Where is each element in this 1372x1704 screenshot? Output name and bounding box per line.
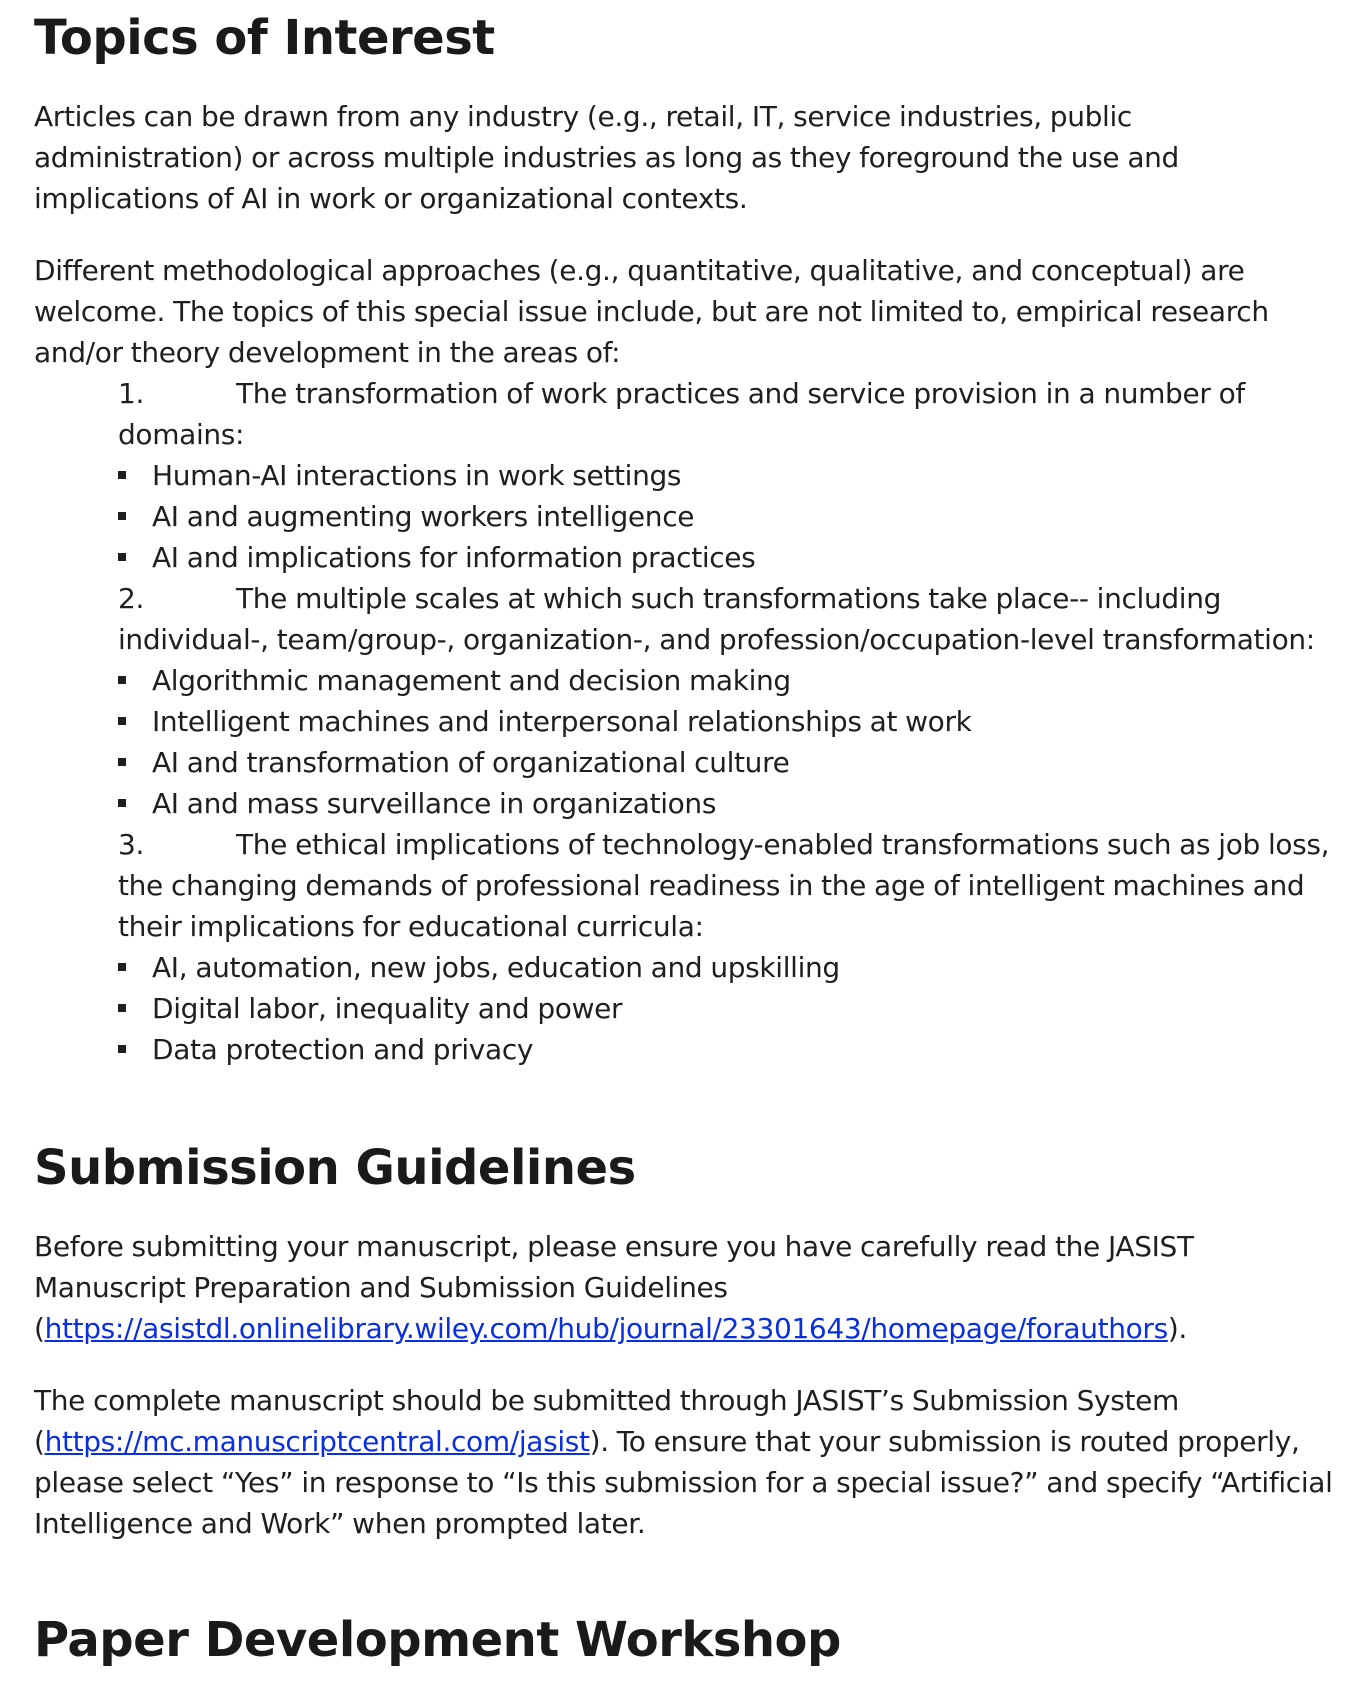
topic-number: 3. xyxy=(118,828,145,861)
list-item: Data protection and privacy xyxy=(118,1029,1344,1070)
list-item: AI and implications for information practices xyxy=(118,537,1344,578)
document-page xyxy=(0,10,1344,1668)
square-bullet-icon xyxy=(118,512,126,520)
topic-item-1 xyxy=(118,373,1344,455)
author-guidelines-link[interactable]: https://asistdl.onlinelibrary.wiley.com/hub/journal/23301643/homepage/forauthors xyxy=(44,1312,1168,1345)
list-item: AI and transformation of organizational culture xyxy=(118,742,1344,783)
workshop-heading: Paper Development Workshop xyxy=(34,1612,841,1668)
topic-number: 1. xyxy=(118,377,145,410)
square-bullet-icon xyxy=(118,676,126,684)
list-item: AI and mass surveillance in organizations xyxy=(118,783,1344,824)
list-item: Intelligent machines and interpersonal relationships at work xyxy=(118,701,1344,742)
topic-item-3 xyxy=(118,824,1344,947)
square-bullet-icon xyxy=(118,1045,126,1053)
topic-1-subitems xyxy=(34,455,1344,578)
topics-heading: Topics of Interest xyxy=(34,10,495,66)
topic-3-subitems xyxy=(34,947,1344,1070)
topic-text: The ethical implications of technology-enabled transformations such as job loss, the changing demands of professional readiness in the age of intelligent machines and their implications for educational curricula: xyxy=(118,828,1330,943)
square-bullet-icon xyxy=(118,471,126,479)
topic-text: The multiple scales at which such transformations take place-- including individual-, team/group-, organization-, and profession/occupation-level transformation: xyxy=(118,582,1315,656)
square-bullet-icon xyxy=(118,963,126,971)
square-bullet-icon xyxy=(118,717,126,725)
topics-paragraph-industries: Articles can be drawn from any industry (e.g., retail, IT, service industries, public administration) or across multiple industries as long as they foreground the use and implications of AI in work or organizational contexts. xyxy=(34,100,1179,215)
submission-heading: Submission Guidelines xyxy=(34,1140,636,1196)
list-item: AI, automation, new jobs, education and upskilling xyxy=(118,947,1344,988)
list-item: AI and augmenting workers intelligence xyxy=(118,496,1344,537)
list-item: Algorithmic management and decision making xyxy=(118,660,1344,701)
submission-system-link[interactable]: https://mc.manuscriptcentral.com/jasist xyxy=(44,1425,590,1458)
square-bullet-icon xyxy=(118,553,126,561)
topic-text: The transformation of work practices and service provision in a number of domains: xyxy=(118,377,1245,451)
submission-paragraph-system: The complete manuscript should be submitted through JASIST’s Submission System (https://mc.manuscriptcentral.com/jasist). To ensure that your submission is routed properly, please select “Yes” in response to “Is this submission for a special issue?” and specify “Artificial Intelligence and Work” when prompted later. xyxy=(34,1384,1333,1540)
topics-paragraph-methods: Different methodological approaches (e.g., quantitative, qualitative, and conceptual) are welcome. The topics of this special issue include, but are not limited to, empirical research and/or theory development in the areas of: xyxy=(34,254,1269,369)
topic-item-2 xyxy=(118,578,1344,660)
list-item: Human-AI interactions in work settings xyxy=(118,455,1344,496)
square-bullet-icon xyxy=(118,758,126,766)
topic-2-subitems xyxy=(34,660,1344,824)
square-bullet-icon xyxy=(118,799,126,807)
list-item: Digital labor, inequality and power xyxy=(118,988,1344,1029)
square-bullet-icon xyxy=(118,1004,126,1012)
topic-number: 2. xyxy=(118,582,145,615)
submission-paragraph-guidelines: Before submitting your manuscript, please ensure you have carefully read the JASIST Manuscript Preparation and Submission Guidelines (https://asistdl.onlinelibrary.wiley.com/hub/journal/23301643/homepage/forauthors). xyxy=(34,1230,1194,1345)
